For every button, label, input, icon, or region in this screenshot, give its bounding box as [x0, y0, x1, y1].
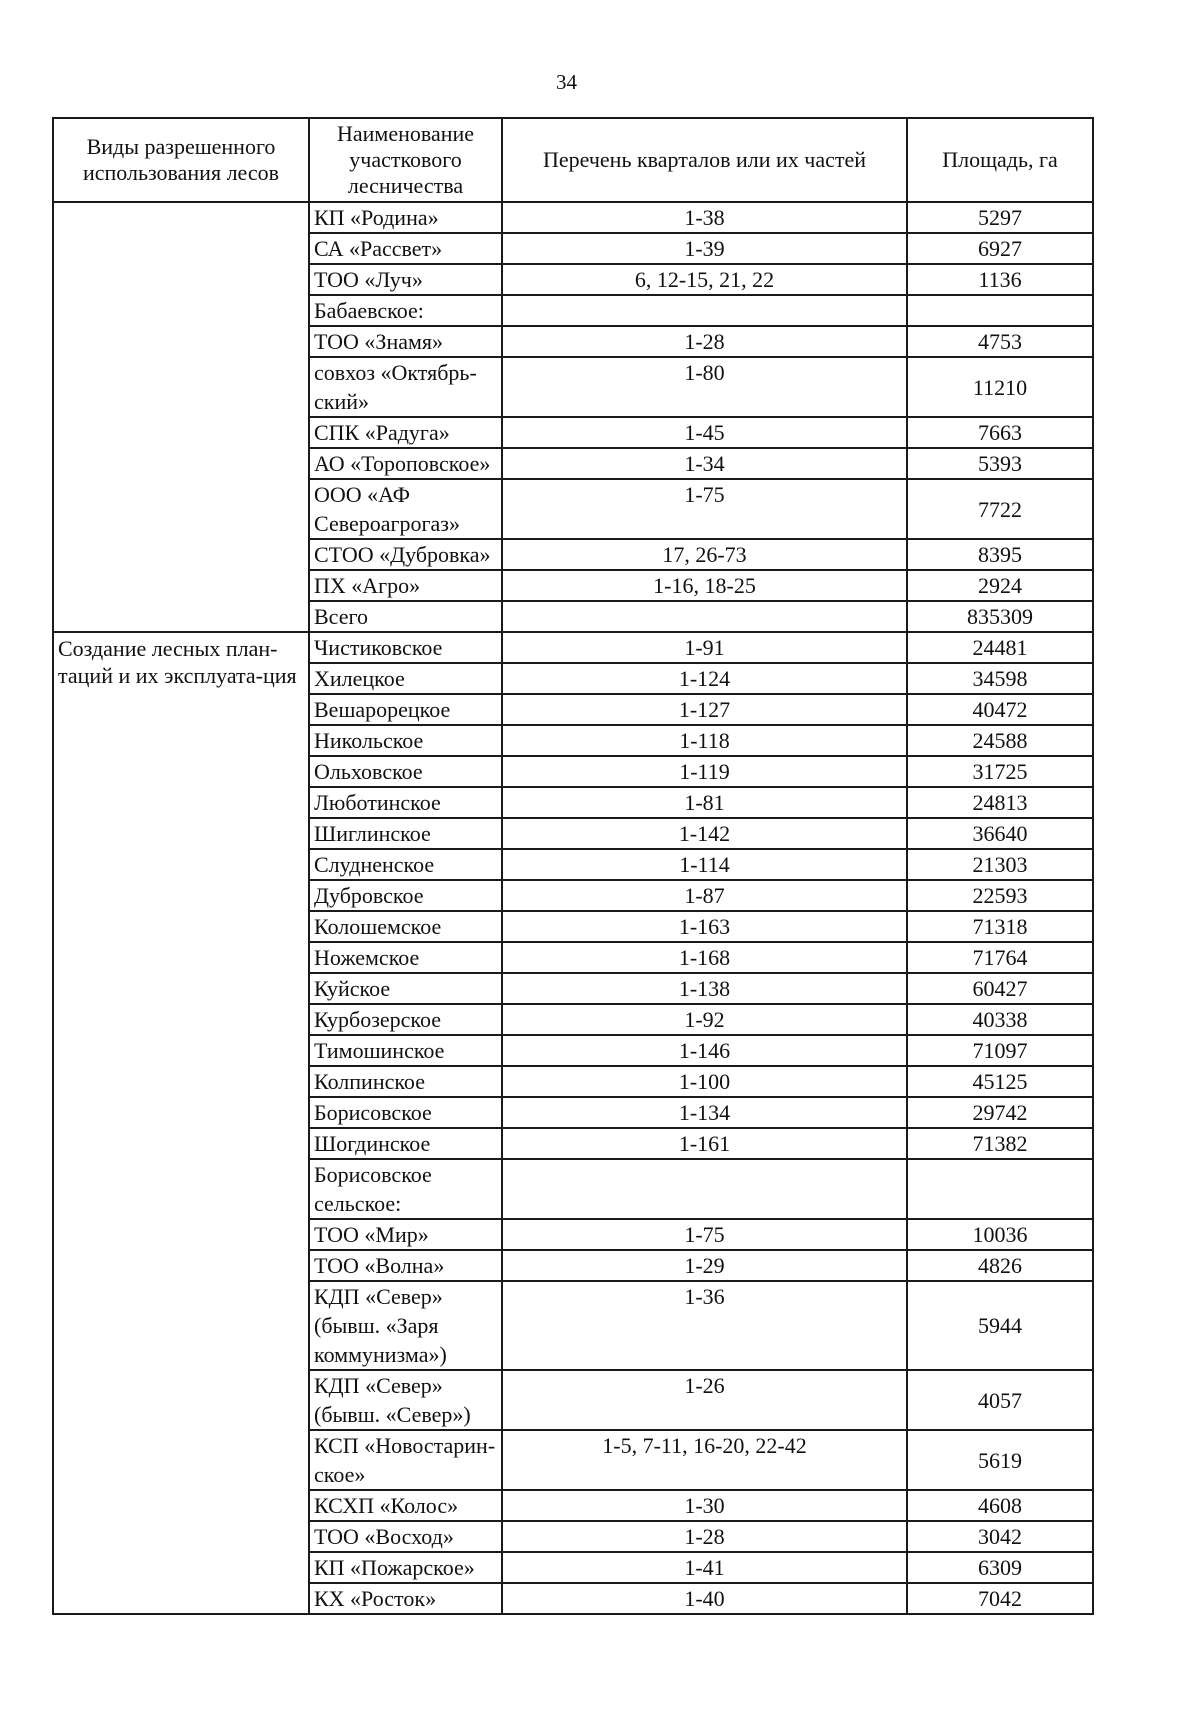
cell-quarters: 1-38	[502, 202, 907, 233]
cell-area: 11210	[907, 357, 1093, 417]
cell-area: 7722	[907, 479, 1093, 539]
cell-district: ТОО «Знамя»	[309, 326, 502, 357]
cell-area: 7663	[907, 417, 1093, 448]
cell-quarters: 1-45	[502, 417, 907, 448]
cell-quarters: 1-161	[502, 1128, 907, 1159]
header-district: Наименование участкового лесничества	[309, 118, 502, 202]
cell-area: 4753	[907, 326, 1093, 357]
cell-district: СТОО «Дубровка»	[309, 539, 502, 570]
cell-area: 1136	[907, 264, 1093, 295]
cell-area: 2924	[907, 570, 1093, 601]
cell-area: 29742	[907, 1097, 1093, 1128]
cell-area: 4608	[907, 1490, 1093, 1521]
cell-district: СПК «Радуга»	[309, 417, 502, 448]
cell-area: 24813	[907, 787, 1093, 818]
cell-area: 71764	[907, 942, 1093, 973]
cell-area: 22593	[907, 880, 1093, 911]
cell-district: ПХ «Агро»	[309, 570, 502, 601]
cell-area: 24588	[907, 725, 1093, 756]
header-quarters: Перечень кварталов или их частей	[502, 118, 907, 202]
cell-area: 4826	[907, 1250, 1093, 1281]
cell-area: 5619	[907, 1430, 1093, 1490]
cell-district: ТОО «Волна»	[309, 1250, 502, 1281]
cell-quarters	[502, 1159, 907, 1219]
cell-district: Чистиковское	[309, 632, 502, 663]
cell-area: 24481	[907, 632, 1093, 663]
cell-quarters: 1-75	[502, 1219, 907, 1250]
cell-quarters: 1-138	[502, 973, 907, 1004]
cell-quarters: 1-168	[502, 942, 907, 973]
cell-district: КДП «Север» (бывш. «Заря коммунизма»)	[309, 1281, 502, 1370]
cell-district: ТОО «Мир»	[309, 1219, 502, 1250]
cell-district: ТОО «Луч»	[309, 264, 502, 295]
cell-area: 8395	[907, 539, 1093, 570]
cell-area: 7042	[907, 1583, 1093, 1614]
cell-district: Хилецкое	[309, 663, 502, 694]
cell-area	[907, 1159, 1093, 1219]
cell-use	[53, 202, 309, 632]
table-row	[53, 202, 1093, 233]
cell-quarters: 1-91	[502, 632, 907, 663]
cell-district: КП «Пожарское»	[309, 1552, 502, 1583]
cell-quarters: 1-92	[502, 1004, 907, 1035]
cell-quarters	[502, 601, 907, 632]
cell-area: 31725	[907, 756, 1093, 787]
cell-quarters: 1-41	[502, 1552, 907, 1583]
cell-quarters: 1-134	[502, 1097, 907, 1128]
cell-quarters: 1-163	[502, 911, 907, 942]
cell-district: совхоз «Октябрь-ский»	[309, 357, 502, 417]
cell-district: АО «Тороповское»	[309, 448, 502, 479]
cell-area: 40338	[907, 1004, 1093, 1035]
cell-area	[907, 295, 1093, 326]
cell-district: Бабаевское:	[309, 295, 502, 326]
cell-district: Слудненское	[309, 849, 502, 880]
cell-district: КП «Родина»	[309, 202, 502, 233]
cell-district: КДП «Север» (бывш. «Север»)	[309, 1370, 502, 1430]
cell-district: Никольское	[309, 725, 502, 756]
cell-area: 36640	[907, 818, 1093, 849]
cell-district: Колпинское	[309, 1066, 502, 1097]
cell-district: Вешарорецкое	[309, 694, 502, 725]
cell-quarters: 1-100	[502, 1066, 907, 1097]
cell-area: 71382	[907, 1128, 1093, 1159]
cell-quarters: 1-114	[502, 849, 907, 880]
cell-quarters: 1-80	[502, 357, 907, 417]
cell-area: 21303	[907, 849, 1093, 880]
cell-area: 4057	[907, 1370, 1093, 1430]
cell-district: КСХП «Колос»	[309, 1490, 502, 1521]
cell-area: 835309	[907, 601, 1093, 632]
cell-quarters: 1-26	[502, 1370, 907, 1430]
cell-quarters: 1-36	[502, 1281, 907, 1370]
cell-district: Ножемское	[309, 942, 502, 973]
cell-area: 71318	[907, 911, 1093, 942]
cell-district: Ольховское	[309, 756, 502, 787]
table-header-row	[53, 118, 1093, 202]
cell-area: 6927	[907, 233, 1093, 264]
cell-district: КСП «Новостарин-ское»	[309, 1430, 502, 1490]
header-use: Виды разрешенного использования лесов	[53, 118, 309, 202]
cell-district: Шогдинское	[309, 1128, 502, 1159]
cell-district: Борисовское	[309, 1097, 502, 1128]
cell-quarters: 6, 12-15, 21, 22	[502, 264, 907, 295]
cell-quarters: 1-124	[502, 663, 907, 694]
cell-quarters	[502, 295, 907, 326]
cell-quarters: 1-127	[502, 694, 907, 725]
cell-area: 45125	[907, 1066, 1093, 1097]
cell-area: 5393	[907, 448, 1093, 479]
cell-quarters: 1-28	[502, 1521, 907, 1552]
cell-area: 60427	[907, 973, 1093, 1004]
cell-district: Люботинское	[309, 787, 502, 818]
cell-quarters: 1-30	[502, 1490, 907, 1521]
cell-area: 3042	[907, 1521, 1093, 1552]
cell-district: Дубровское	[309, 880, 502, 911]
cell-quarters: 1-118	[502, 725, 907, 756]
cell-quarters: 1-28	[502, 326, 907, 357]
cell-district: Тимошинское	[309, 1035, 502, 1066]
cell-quarters: 1-34	[502, 448, 907, 479]
table-row	[53, 632, 1093, 663]
forest-use-table	[52, 117, 1094, 1615]
cell-district: Курбозерское	[309, 1004, 502, 1035]
cell-quarters: 17, 26-73	[502, 539, 907, 570]
cell-quarters: 1-5, 7-11, 16-20, 22-42	[502, 1430, 907, 1490]
cell-quarters: 1-75	[502, 479, 907, 539]
cell-use: Создание лесных план-таций и их эксплуата-ция	[53, 632, 309, 1614]
cell-district: ТОО «Восход»	[309, 1521, 502, 1552]
cell-quarters: 1-16, 18-25	[502, 570, 907, 601]
table-body	[53, 202, 1093, 1614]
cell-district: Куйское	[309, 973, 502, 1004]
cell-district: ООО «АФ Североагрогаз»	[309, 479, 502, 539]
cell-district: Всего	[309, 601, 502, 632]
cell-district: КХ «Росток»	[309, 1583, 502, 1614]
cell-quarters: 1-142	[502, 818, 907, 849]
cell-quarters: 1-87	[502, 880, 907, 911]
cell-quarters: 1-39	[502, 233, 907, 264]
cell-area: 34598	[907, 663, 1093, 694]
cell-quarters: 1-40	[502, 1583, 907, 1614]
page-number: 34	[556, 70, 577, 94]
cell-district: Борисовское сельское:	[309, 1159, 502, 1219]
cell-area: 40472	[907, 694, 1093, 725]
cell-area: 10036	[907, 1219, 1093, 1250]
cell-quarters: 1-146	[502, 1035, 907, 1066]
cell-area: 6309	[907, 1552, 1093, 1583]
cell-quarters: 1-29	[502, 1250, 907, 1281]
cell-quarters: 1-81	[502, 787, 907, 818]
cell-district: СА «Рассвет»	[309, 233, 502, 264]
cell-district: Колошемское	[309, 911, 502, 942]
cell-area: 5944	[907, 1281, 1093, 1370]
cell-district: Шиглинское	[309, 818, 502, 849]
cell-quarters: 1-119	[502, 756, 907, 787]
header-area: Площадь, га	[907, 118, 1093, 202]
cell-area: 71097	[907, 1035, 1093, 1066]
cell-area: 5297	[907, 202, 1093, 233]
